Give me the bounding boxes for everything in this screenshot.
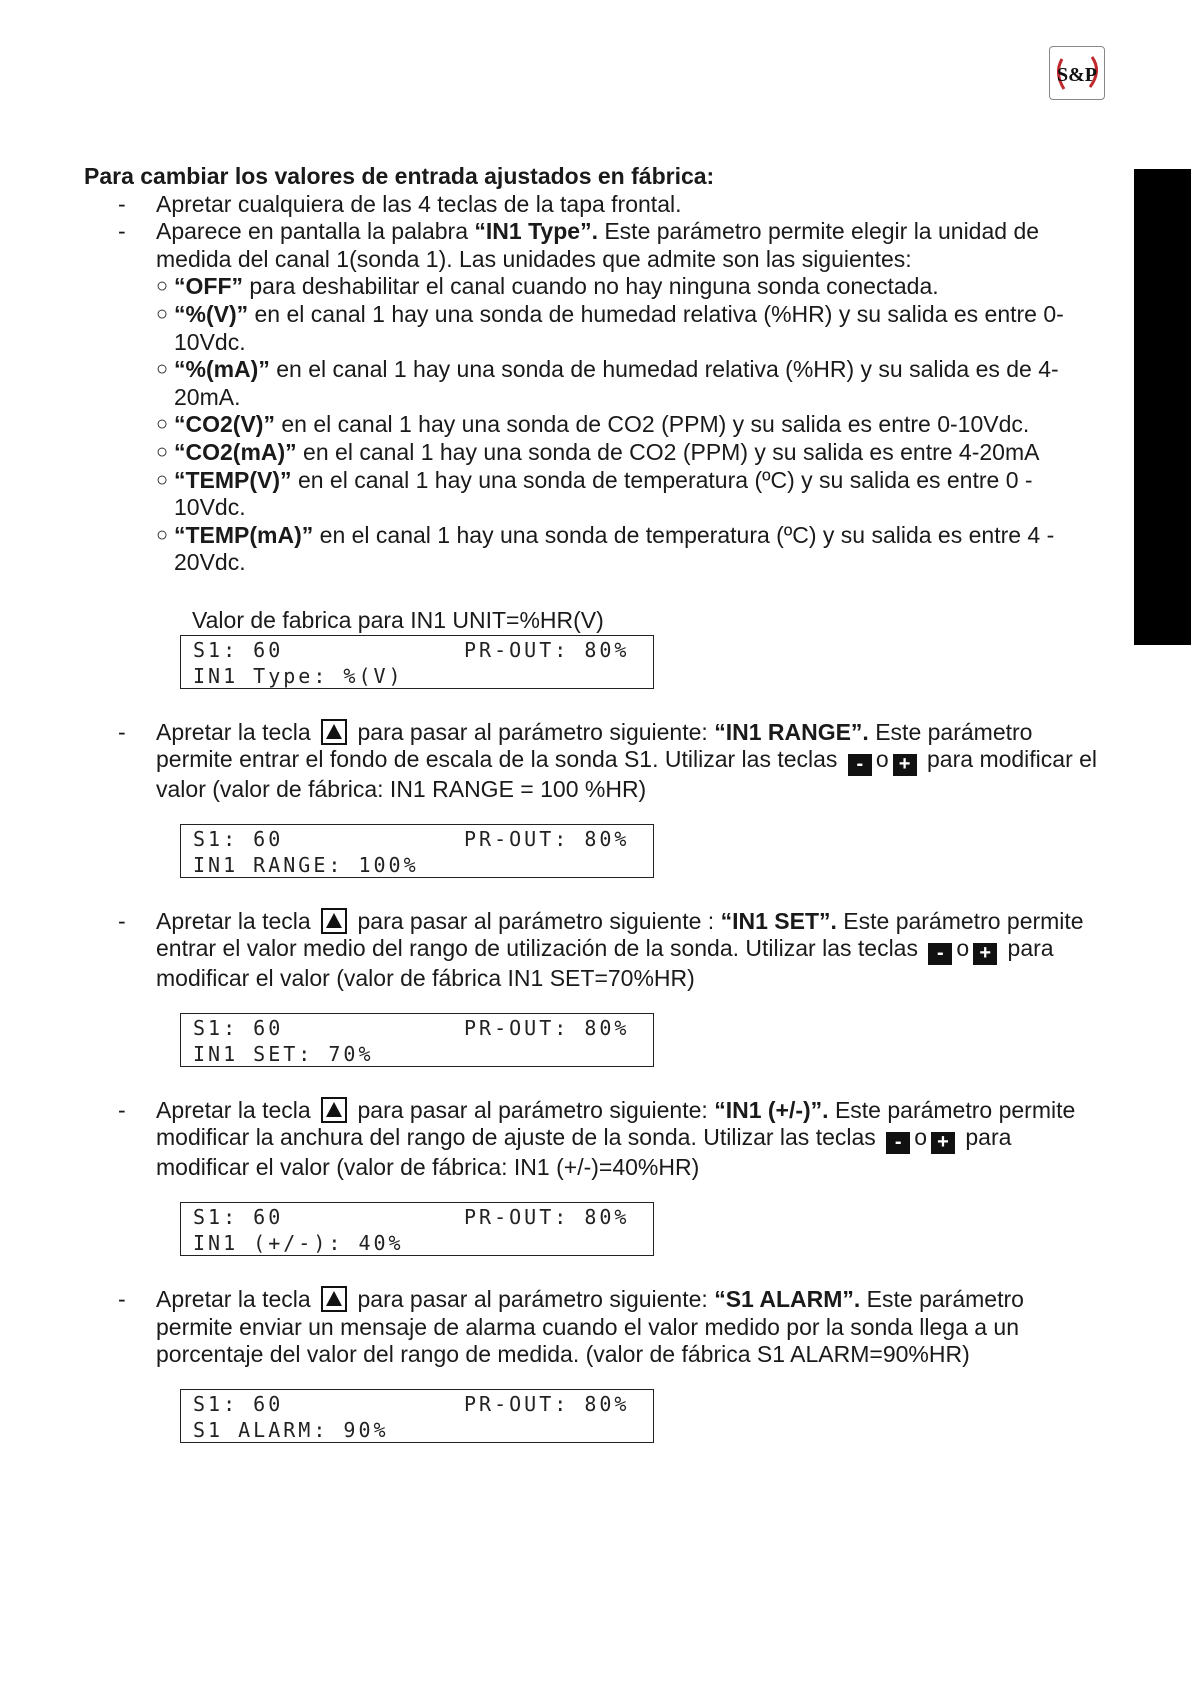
param-name: “S1 ALARM”.: [714, 1286, 861, 1313]
circle-bullet: ○: [156, 413, 169, 436]
dash-bullet: -: [118, 718, 126, 745]
circle-bullet: ○: [156, 358, 169, 381]
lcd-line2: IN1 RANGE: 100%: [193, 852, 419, 877]
section-heading: Para cambiar los valores de entrada ajustados en fábrica:: [84, 163, 715, 189]
unit-option: ○ “CO2(mA)” en el canal 1 hay una sonda de CO2 (PPM) y su salida es entre 4-20mA: [156, 438, 1040, 465]
unit-option: ○ “TEMP(mA)” en el canal 1 hay una sonda de temperatura (ºC) y su salida es entre 4 - 20Vdc.: [156, 521, 1055, 576]
lcd-line2: IN1 SET: 70%: [193, 1041, 374, 1066]
dash-bullet: -: [118, 1096, 126, 1123]
logo-text: S&P: [1057, 64, 1097, 86]
dash-bullet: -: [118, 218, 126, 245]
lcd-caption: Valor de fabrica para IN1 UNIT=%HR(V): [192, 606, 604, 633]
unit-option: ○ “OFF” para deshabilitar el canal cuando no hay ninguna sonda conectada.: [156, 273, 939, 300]
dash-bullet: -: [118, 907, 126, 934]
param-name: “IN1 RANGE”.: [714, 718, 869, 745]
unit-option: ○ “%(V)” en el canal 1 hay una sonda de humedad relativa (%HR) y su salida es entre 0-10Vdc.: [156, 300, 1064, 355]
plus-key-icon: +: [973, 943, 997, 965]
dash-bullet: -: [118, 190, 126, 217]
param-name: “IN1 Type”.: [474, 218, 598, 245]
minus-key-icon: -: [928, 943, 952, 965]
up-arrow-key-icon: [321, 1097, 347, 1123]
circle-bullet: ○: [156, 523, 169, 546]
lcd-display: [180, 1389, 654, 1443]
lcd-display: [180, 1013, 654, 1067]
lcd-output: PR-OUT: 80%: [464, 1205, 630, 1230]
lcd-line2: IN1 Type: %(V): [193, 663, 404, 688]
lcd-output: PR-OUT: 80%: [464, 1391, 630, 1416]
list-item: - Apretar la tecla para pasar al parámetro siguiente: “IN1 (+/-)”. Este parámetro permite modificar la anchura del rango de ajuste de la sonda. Utilizar las teclas - o + para modificar el valor (valor de fábrica: IN1 (+/-)=40%HR): [118, 1096, 1076, 1181]
lcd-line2: IN1 (+/-): 40%: [193, 1231, 404, 1256]
lcd-display: [180, 635, 654, 689]
list-item: - Apretar la tecla para pasar al parámetro siguiente: “IN1 RANGE”. Este parámetro permite entrar el fondo de escala de la sonda S1. Utilizar las teclas - o + para modificar el valor (valor de fábrica: IN1 RANGE = 100 %HR): [118, 718, 1098, 803]
circle-bullet: ○: [156, 468, 169, 491]
list-item: [84, 191, 1104, 219]
lcd-line1: S1: 60: [193, 826, 284, 851]
up-arrow-key-icon: [321, 719, 347, 745]
list-item: - Apretar la tecla para pasar al parámetro siguiente: “S1 ALARM”. Este parámetro permite enviar un mensaje de alarma cuando el valor medido por la sonda llega a un porcentaje del valor del rango de medida. (valor de fábrica S1 ALARM=90%HR): [118, 1286, 1024, 1368]
plus-key-icon: +: [931, 1132, 955, 1154]
dash-bullet: -: [118, 1286, 126, 1313]
lcd-line1: S1: 60: [193, 637, 284, 662]
up-arrow-key-icon: [321, 908, 347, 934]
sp-logo-icon: [1050, 47, 1104, 99]
minus-key-icon: -: [886, 1132, 910, 1154]
side-tab-bar: [1134, 169, 1191, 645]
minus-key-icon: -: [848, 754, 872, 776]
sp-logo: [1049, 46, 1105, 100]
lcd-display: [180, 1202, 654, 1256]
lcd-output: PR-OUT: 80%: [464, 637, 630, 662]
lcd-line1: S1: 60: [193, 1015, 284, 1040]
param-name: “IN1 (+/-)”.: [714, 1096, 829, 1123]
lcd-line1: S1: 60: [193, 1205, 284, 1230]
unit-option: ○ “TEMP(V)” en el canal 1 hay una sonda de temperatura (ºC) y su salida es entre 0 - 10Vdc.: [156, 466, 1033, 521]
lcd-line1: S1: 60: [193, 1391, 284, 1416]
list-item: - Apretar la tecla para pasar al parámetro siguiente : “IN1 SET”. Este parámetro permite entrar el valor medio del rango de utilización de la sonda. Utilizar las teclas - o + para modificar el valor (valor de fábrica IN1 SET=70%HR): [118, 907, 1084, 992]
lcd-display: [180, 824, 654, 878]
lcd-line2: S1 ALARM: 90%: [193, 1417, 389, 1442]
lcd-output: PR-OUT: 80%: [464, 826, 630, 851]
circle-bullet: ○: [156, 440, 169, 463]
document-body: [84, 163, 1104, 1443]
unit-option: ○ “%(mA)” en el canal 1 hay una sonda de humedad relativa (%HR) y su salida es de 4-20mA.: [156, 356, 1059, 410]
circle-bullet: ○: [156, 275, 169, 298]
param-name: “IN1 SET”.: [720, 907, 837, 934]
list-item-text: Apretar cualquiera de las 4 teclas de la tapa frontal.: [156, 190, 682, 217]
lcd-output: PR-OUT: 80%: [464, 1015, 630, 1040]
up-arrow-key-icon: [321, 1286, 347, 1312]
plus-key-icon: +: [893, 754, 917, 776]
list-item: - Aparece en pantalla la palabra “IN1 Type”. Este parámetro permite elegir la unidad de medida del canal 1(sonda 1). Las unidades que admite son las siguientes:: [118, 218, 1040, 272]
circle-bullet: ○: [156, 302, 169, 325]
unit-option: ○ “CO2(V)” en el canal 1 hay una sonda de CO2 (PPM) y su salida es entre 0-10Vdc.: [156, 411, 1030, 438]
